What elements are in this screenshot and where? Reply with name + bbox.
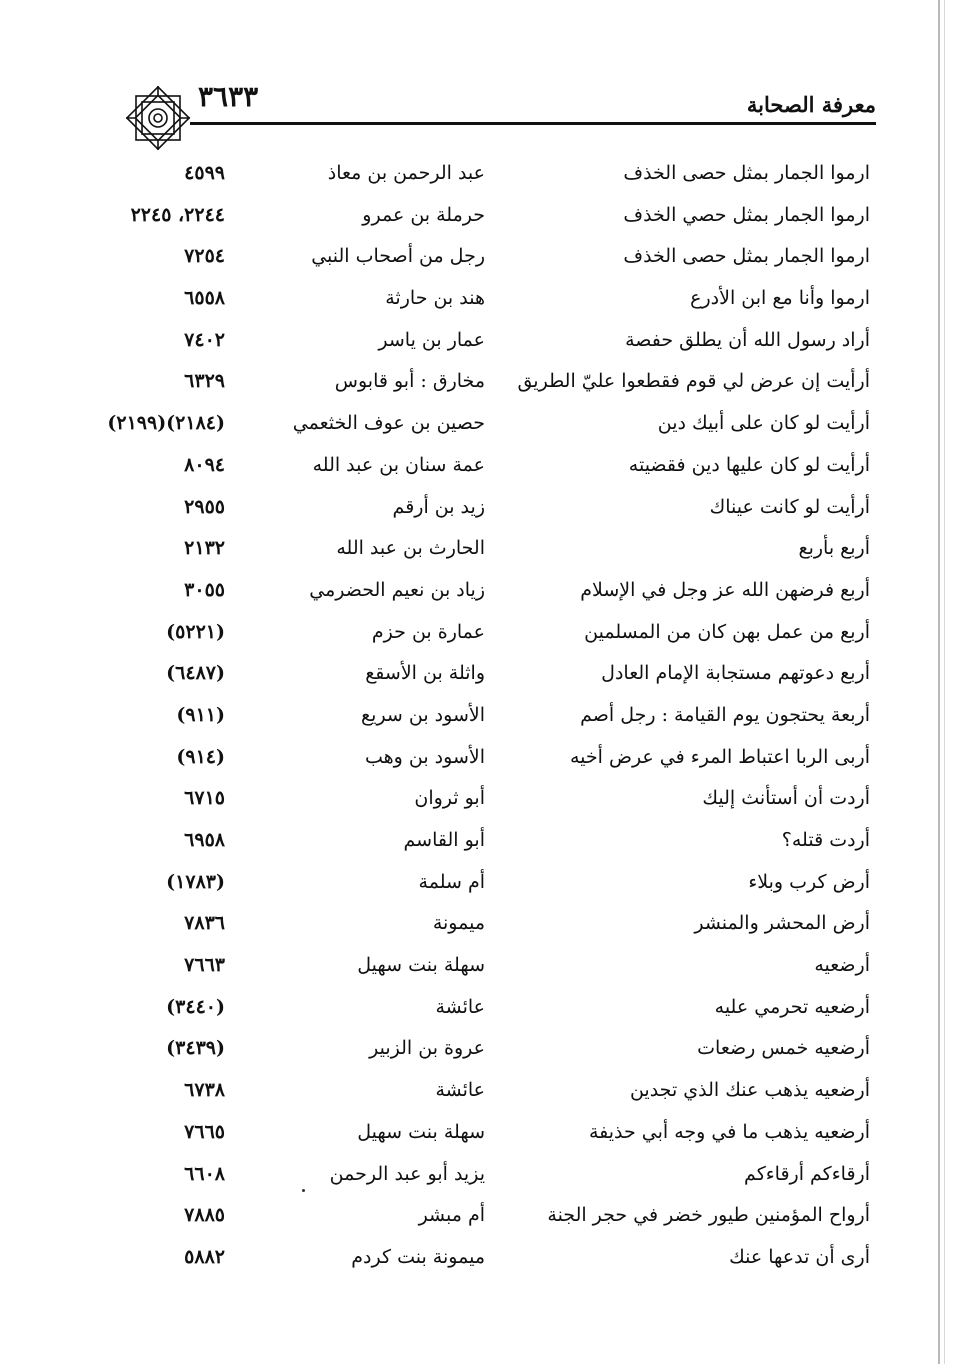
- reference-number: ٨٠٩٤: [184, 453, 225, 476]
- narrator-name: ميمونة بنت كردم: [351, 1245, 485, 1268]
- table-row: [0, 942, 963, 984]
- narrator-name: عائشة: [435, 995, 485, 1018]
- narrator-name: أبو القاسم: [403, 829, 485, 851]
- table-row: [0, 1192, 963, 1234]
- hadith-text: أرض كرب وبلاء: [748, 870, 870, 893]
- reference-number: ٢٢٤٤، ٢٢٤٥: [130, 203, 225, 226]
- hadith-text: أرضعيه يذهب ما في وجه أبي حذيفة: [588, 1120, 870, 1143]
- reference-number: (١٧٨٣): [166, 870, 225, 893]
- narrator-name: سهلة بنت سهيل: [357, 1120, 485, 1143]
- reference-number: ٦٣٢٩: [184, 370, 225, 393]
- table-row: [0, 400, 963, 442]
- reference-number: (٩١٤): [176, 745, 225, 768]
- hadith-text: ارموا الجمار بمثل حصي الخذف: [623, 203, 870, 226]
- narrator-name: ميمونة: [432, 912, 485, 935]
- table-row: [0, 567, 963, 609]
- reference-number: (٦٤٨٧): [166, 662, 225, 685]
- hadith-text: أربعة يحتجون يوم القيامة : رجل أصم: [580, 703, 870, 726]
- reference-number: ٧٤٠٢: [184, 328, 225, 351]
- table-row: [0, 775, 963, 817]
- narrator-name: زيد بن أرقم: [392, 495, 485, 518]
- reference-number: ٧٦٦٥: [184, 1120, 225, 1143]
- narrator-name: عائشة: [435, 1079, 485, 1102]
- table-row: [0, 984, 963, 1026]
- table-row: [0, 1109, 963, 1151]
- table-row: [0, 1151, 963, 1193]
- reference-number: (٣٤٣٩): [166, 1037, 225, 1060]
- hadith-text: أرواح المؤمنين طيور خضر في حجر الجنة: [547, 1204, 870, 1227]
- reference-number: ٦٧٣٨: [184, 1079, 225, 1102]
- hadith-text: أربع من عمل بهن كان من المسلمين: [584, 620, 870, 643]
- reference-number: (٥٢٢١): [166, 620, 225, 643]
- narrator-name: سهلة بنت سهيل: [357, 954, 485, 977]
- hadith-text: أردت قتله؟: [781, 829, 870, 851]
- table-row: [0, 1025, 963, 1067]
- hadith-text: أرقاءكم أرقاءكم: [744, 1162, 870, 1185]
- narrator-name: هند بن حارثة: [385, 287, 485, 310]
- table-row: [0, 150, 963, 192]
- table-row: [0, 692, 963, 734]
- hadith-text: أرأيت لو كانت عيناك: [709, 495, 870, 518]
- reference-number: ٧٨٣٦: [184, 912, 225, 935]
- scan-speck: [302, 1189, 305, 1192]
- table-row: [0, 525, 963, 567]
- narrator-name: عبد الرحمن بن معاذ: [327, 162, 485, 184]
- header-rule: [190, 122, 876, 125]
- hadith-text: أراد رسول الله أن يطلق حفصة: [625, 328, 870, 351]
- hadith-text: ارموا وأنا مع ابن الأدرع: [690, 287, 870, 310]
- table-row: [0, 317, 963, 359]
- narrator-name: أبو ثروان: [414, 787, 485, 810]
- hadith-text: أرأيت لو كان على أبيك دين: [657, 412, 870, 435]
- reference-number: ٢١٣٢: [184, 537, 225, 560]
- narrator-name: حرملة بن عمرو: [362, 203, 485, 226]
- reference-number: (٢١٨٤)(٢١٩٩): [107, 412, 225, 435]
- hadith-text: أرضعيه خمس رضعات: [697, 1037, 870, 1060]
- table-row: [0, 233, 963, 275]
- narrator-name: حصين بن عوف الخثعمي: [292, 412, 485, 435]
- reference-number: ٦٧١٥: [184, 787, 225, 810]
- narrator-name: عمة سنان بن عبد الله: [312, 453, 485, 476]
- star-medallion-icon: [120, 80, 196, 156]
- hadith-text: ارموا الجمار بمثل حصى الخذف: [623, 245, 870, 268]
- narrator-name: يزيد أبو عبد الرحمن: [329, 1162, 485, 1185]
- reference-number: ٦٥٥٨: [184, 287, 225, 310]
- reference-number: ٧٦٦٣: [184, 954, 225, 977]
- reference-number: ٧٢٥٤: [184, 245, 225, 268]
- table-row: [0, 192, 963, 234]
- hadith-text: أرض المحشر والمنشر: [694, 912, 870, 935]
- index-table: [0, 150, 963, 1276]
- hadith-text: أربى الربا اعتباط المرء في عرض أخيه: [569, 745, 870, 768]
- hadith-text: ارموا الجمار بمثل حصى الخذف: [623, 162, 870, 184]
- reference-number: ٧٨٨٥: [184, 1204, 225, 1227]
- reference-number: ٦٦٠٨: [184, 1162, 225, 1185]
- reference-number: ٣٠٥٥: [184, 578, 225, 601]
- reference-number: (٩١١): [176, 703, 225, 726]
- table-row: [0, 484, 963, 526]
- hadith-text: أربع بأربع: [798, 537, 870, 560]
- table-row: [0, 358, 963, 400]
- reference-number: (٣٤٤٠): [166, 995, 225, 1018]
- hadith-text: أرى أن تدعها عنك: [729, 1245, 870, 1268]
- page-number: ٣٦٣٣: [198, 80, 259, 113]
- book-title: معرفة الصحابة: [746, 92, 876, 117]
- table-row: [0, 609, 963, 651]
- table-row: [0, 1234, 963, 1276]
- table-row: [0, 859, 963, 901]
- hadith-text: أرضعيه تحرمي عليه: [714, 995, 870, 1018]
- table-row: [0, 817, 963, 859]
- table-row: [0, 900, 963, 942]
- narrator-name: عمار بن ياسر: [378, 328, 485, 351]
- hadith-text: أرضعيه: [814, 954, 870, 977]
- narrator-name: أم مبشر: [418, 1204, 485, 1227]
- hadith-text: أردت أن أستأنث إليك: [702, 787, 870, 810]
- narrator-name: الأسود بن سريع: [361, 703, 485, 726]
- hadith-text: أرأيت إن عرض لي قوم فقطعوا عليّ الطريق: [517, 370, 870, 393]
- table-row: [0, 734, 963, 776]
- narrator-name: زياد بن نعيم الحضرمي: [309, 578, 485, 601]
- reference-number: ٤٥٩٩: [184, 162, 225, 184]
- reference-number: ٦٩٥٨: [184, 829, 225, 851]
- narrator-name: عروة بن الزبير: [369, 1037, 485, 1060]
- hadith-text: أرأيت لو كان عليها دين فقضيته: [628, 453, 870, 476]
- narrator-name: الحارث بن عبد الله: [336, 537, 485, 560]
- table-row: [0, 275, 963, 317]
- narrator-name: واثلة بن الأسقع: [365, 662, 485, 685]
- table-row: [0, 1067, 963, 1109]
- narrator-name: أم سلمة: [418, 870, 485, 893]
- narrator-name: مخارق : أبو قابوس: [334, 370, 485, 393]
- narrator-name: رجل من أصحاب النبي: [311, 245, 485, 268]
- narrator-name: عمارة بن حزم: [371, 620, 485, 643]
- reference-number: ٥٨٨٢: [184, 1245, 225, 1268]
- page-header: [120, 80, 876, 156]
- table-row: [0, 442, 963, 484]
- hadith-text: أربع فرضهن الله عز وجل في الإسلام: [580, 578, 870, 601]
- hadith-text: أربع دعوتهم مستجابة الإمام العادل: [601, 662, 870, 685]
- hadith-text: أرضعيه يذهب عنك الذي تجدين: [629, 1079, 870, 1102]
- table-row: [0, 650, 963, 692]
- narrator-name: الأسود بن وهب: [365, 745, 485, 768]
- reference-number: ٢٩٥٥: [184, 495, 225, 518]
